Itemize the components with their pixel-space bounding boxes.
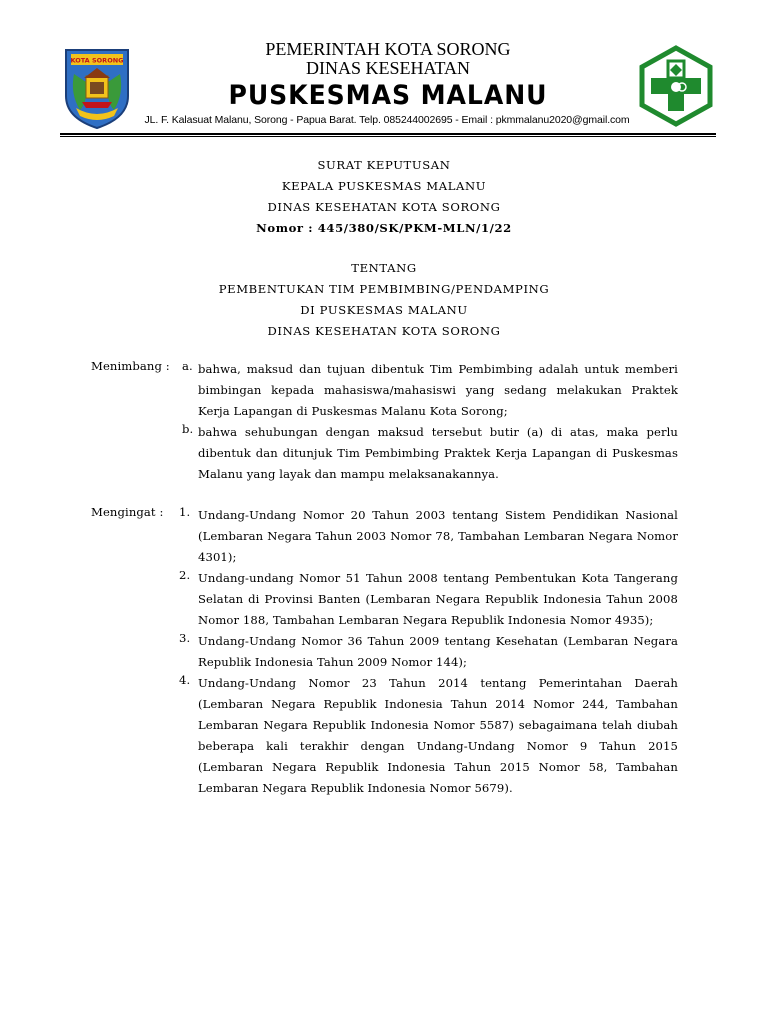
item-marker: 1. <box>179 505 191 519</box>
list-item <box>91 631 678 673</box>
item-marker: a. <box>182 359 193 373</box>
item-marker: b. <box>182 422 194 436</box>
item-marker: 3. <box>179 631 191 645</box>
item-text: Undang-undang Nomor 51 Tahun 2008 tentang Pembentukan Kota Tangerang Selatan di Provinsi Banten (Lembaran Negara Republik Indonesia Tahun 2008 Nomor 188, Tambahan Lembaran Negara Republik Indonesia Nomor 4935); <box>198 571 678 627</box>
item-marker: 4. <box>179 673 191 687</box>
letterhead-divider <box>60 133 716 135</box>
list-item <box>91 422 678 485</box>
decree-subject <box>0 258 768 342</box>
subject-line: DINAS KESEHATAN KOTA SORONG <box>267 324 501 338</box>
list-item <box>91 359 678 422</box>
list-item <box>91 673 678 799</box>
subject-line: PEMBENTUKAN TIM PEMBIMBING/PENDAMPING <box>218 282 550 296</box>
legal-basis-section <box>91 505 678 799</box>
government-name: PEMERINTAH KOTA SORONG <box>265 39 511 59</box>
letterhead <box>60 40 716 132</box>
letterhead-text <box>146 40 630 112</box>
considering-label: Menimbang : <box>91 359 170 373</box>
puskesmas-cross-logo-icon <box>638 45 714 127</box>
decree-issuer: KEPALA PUSKESMAS MALANU <box>281 179 487 193</box>
legal-basis-label: Mengingat : <box>91 505 164 519</box>
considering-section <box>91 359 678 485</box>
decree-department: DINAS KESEHATAN KOTA SORONG <box>267 200 501 214</box>
letterhead-divider-thin <box>60 136 716 137</box>
item-text: bahwa sehubungan dengan maksud tersebut butir (a) di atas, maka perlu dibentuk dan ditunjuk Tim Pembimbing Praktek Kerja Lapangan di Puskesmas Malanu yang layak dan mampu melaksanakannya. <box>198 425 678 481</box>
institution-title: PUSKESMAS MALANU <box>228 80 548 111</box>
list-item <box>91 568 678 631</box>
list-item <box>91 505 678 568</box>
subject-about: TENTANG <box>351 261 417 275</box>
item-text: Undang-Undang Nomor 23 Tahun 2014 tentang Pemerintahan Daerah (Lembaran Negara Republik Indonesia Tahun 2014 Nomor 244, Tambahan Lembaran Negara Republik Indonesia Nomor 5587) sebagaimana telah diubah beberapa kali terakhir dengan Undang-Undang Nomor 9 Tahun 2015 (Lembaran Negara Republik Indonesia Tahun 2015 Nomor 58, Tambahan Lembaran Negara Republik Indonesia Nomor 5679). <box>198 676 678 795</box>
department-name: DINAS KESEHATAN <box>305 58 471 78</box>
logo-caption: KOTA SORONG <box>70 56 124 65</box>
decree-number: Nomor : 445/380/SK/PKM-MLN/1/22 <box>256 221 512 235</box>
subject-line: DI PUSKESMAS MALANU <box>300 303 468 317</box>
item-text: Undang-Undang Nomor 36 Tahun 2009 tentang Kesehatan (Lembaran Negara Republik Indonesia Tahun 2009 Nomor 144); <box>198 634 678 669</box>
kota-sorong-emblem-icon <box>62 46 132 130</box>
decree-type: SURAT KEPUTUSAN <box>317 158 451 172</box>
institution-address: JL. F. Kalasuat Malanu, Sorong - Papua Barat. Telp. 085244002695 - Email : pkmmalanu2020@gmail.com <box>144 114 630 126</box>
item-text: bahwa, maksud dan tujuan dibentuk Tim Pembimbing adalah untuk memberi bimbingan kepada mahasiswa/mahasiswi yang sedang melakukan Praktek Kerja Lapangan di Puskesmas Malanu Kota Sorong; <box>198 362 678 418</box>
decree-header <box>0 155 768 239</box>
item-text: Undang-Undang Nomor 20 Tahun 2003 tentang Sistem Pendidikan Nasional (Lembaran Negara Tahun 2003 Nomor 78, Tambahan Lembaran Negara Nomor 4301); <box>198 508 678 564</box>
item-marker: 2. <box>179 568 191 582</box>
